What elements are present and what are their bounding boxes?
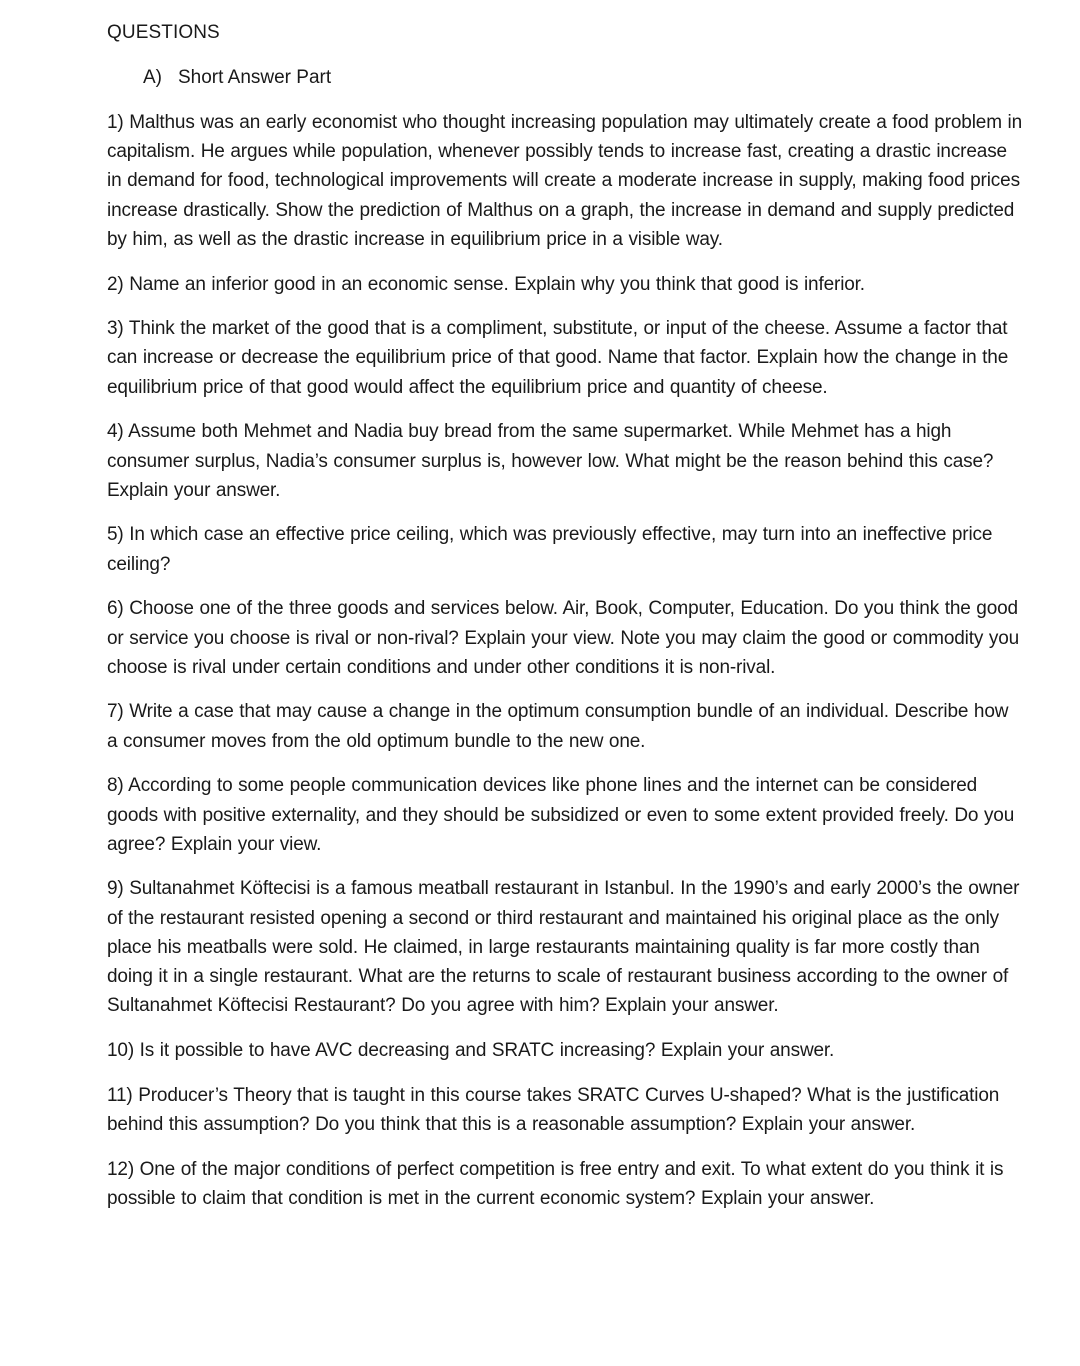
- question-3: 3) Think the market of the good that is a compliment, substitute, or input of the cheese. Assume a factor that can increase or decrease the equilibrium price of that good. Name that factor. Explain how the change in the equilibrium price of that good would affect the equilibrium price and quantity of cheese.: [107, 318, 1009, 398]
- question-12: 12) One of the major conditions of perfect competition is free entry and exit. To what extent do you think it is possible to claim that condition is met in the current economic system? Explain your answer.: [107, 1158, 1004, 1209]
- question-2: 2) Name an inferior good in an economic sense. Explain why you think that good is inferior.: [107, 273, 865, 295]
- question-6: 6) Choose one of the three goods and services below. Air, Book, Computer, Education. Do you think the good or service you choose is rival or non-rival? Explain your view. Note you may claim the good or commodity you choose is rival under certain conditions and under other conditions it is non-rival.: [107, 598, 1020, 678]
- section-heading: [143, 63, 1022, 92]
- question-5: 5) In which case an effective price ceiling, which was previously effective, may turn into an ineffective price ceiling?: [107, 524, 993, 575]
- question-10: 10) Is it possible to have AVC decreasing and SRATC increasing? Explain your answer.: [107, 1039, 835, 1061]
- question-9: 9) Sultanahmet Köftecisi is a famous meatball restaurant in Istanbul. In the 1990’s and early 2000’s the owner of the restaurant resisted opening a second or third restaurant and maintained his original place as the only place his meatballs were sold. He claimed, in large restaurants maintaining quality is far more costly than doing it in a single restaurant. What are the returns to scale of restaurant business according to the owner of Sultanahmet Köftecisi Restaurant? Do you agree with him? Explain your answer.: [107, 878, 1020, 1017]
- question-4: 4) Assume both Mehmet and Nadia buy bread from the same supermarket. While Mehmet has a high consumer surplus, Nadia’s consumer surplus is, however low. What might be the reason behind this case? Explain your answer.: [107, 421, 994, 501]
- question-11: 11) Producer’s Theory that is taught in this course takes SRATC Curves U-shaped? What is the justification behind this assumption? Do you think that this is a reasonable assumption? Explain your answer.: [107, 1084, 1000, 1135]
- question-8: 8) According to some people communication devices like phone lines and the internet can be considered goods with positive externality, and they should be subsidized or even to some extent provided freely. Do you agree? Explain your view.: [107, 775, 1015, 855]
- question-1: 1) Malthus was an early economist who thought increasing population may ultimately create a food problem in capitalism. He argues while population, whenever possibly tends to increase fast, creating a drastic increase in demand for food, technological improvements will create a moderate increase in supply, making food prices increase drastically. Show the prediction of Malthus on a graph, the increase in demand and supply predicted by him, as well as the drastic increase in equilibrium price in a visible way.: [107, 112, 1022, 250]
- question-7: 7) Write a case that may cause a change in the optimum consumption bundle of an individual. Describe how a consumer moves from the old optimum bundle to the new one.: [107, 701, 1009, 752]
- document-page: [107, 18, 1022, 1229]
- section-label: Short Answer Part: [178, 67, 332, 88]
- section-marker: A): [143, 67, 162, 88]
- page-title: QUESTIONS: [107, 22, 220, 43]
